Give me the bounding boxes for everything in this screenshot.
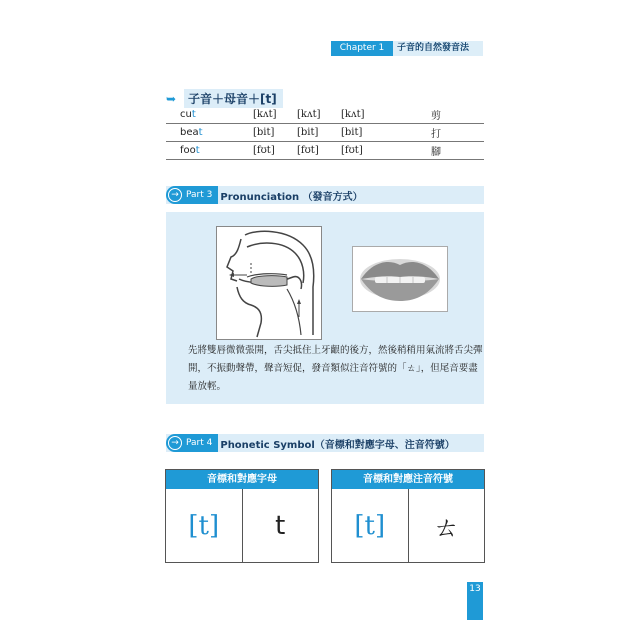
part4-title: Phonetic Symbol（音標和對應字母、注音符號） (220, 439, 455, 451)
ipa-cell: [fʊt] (297, 142, 341, 160)
lips-photo (352, 246, 448, 312)
section-title-text: 子音＋母音＋[t] (184, 89, 283, 108)
mouth-diagram (216, 226, 322, 340)
pronunciation-panel (166, 212, 484, 404)
page-number: 13 (467, 582, 483, 620)
word-cell: cut (166, 106, 253, 124)
part3-header (166, 186, 484, 204)
symbol-table-header: 音標和對應注音符號 (332, 470, 484, 489)
zhuyin-value: ㄊ (408, 489, 485, 562)
letter-value: t (242, 489, 319, 562)
word-cell: beat (166, 124, 253, 142)
ipa-cell: [bit] (341, 124, 429, 142)
meaning-cell: 腳 (429, 142, 484, 160)
part4-header (166, 434, 484, 452)
meaning-cell: 打 (429, 124, 484, 142)
ipa-cell: [kʌt] (253, 106, 297, 124)
ipa-cell: [bit] (297, 124, 341, 142)
chapter-number: Chapter 1 (331, 41, 393, 56)
chapter-header (331, 41, 483, 56)
word-cell: foot (166, 142, 253, 160)
ipa-cell: [kʌt] (341, 106, 429, 124)
phonetic-symbol: [t] (188, 510, 220, 541)
table-row (166, 142, 484, 160)
pronunciation-text: 先將雙唇微微張開，舌尖抵住上牙齦的後方，然後稍稍用氣流將舌尖彈開，不振動聲帶，聲音短促，發音類似注音符號的「ㄊ」，但尾音要盡量放輕。 (188, 345, 483, 392)
phonetic-symbol: [t] (354, 510, 386, 541)
meaning-cell: 剪 (429, 106, 484, 124)
arrow-circle-icon: → (168, 188, 182, 202)
symbol-table-header: 音標和對應字母 (166, 470, 318, 489)
ipa-cell: [fʊt] (253, 142, 297, 160)
ipa-cell: [fʊt] (341, 142, 429, 160)
part3-title: Pronunciation （發音方式） (220, 191, 363, 203)
arrow-circle-icon: → (168, 436, 182, 450)
symbol-table-letter (165, 469, 319, 563)
arrow-icon: ➥ (166, 91, 177, 106)
word-table (166, 106, 484, 160)
ipa-cell: [kʌt] (297, 106, 341, 124)
symbol-table-zhuyin (331, 469, 485, 563)
table-row (166, 106, 484, 124)
part3-tag: → Part 3 (166, 186, 218, 204)
table-row (166, 124, 484, 142)
part4-tag: → Part 4 (166, 434, 218, 452)
chapter-title: 子音的自然發音法 (393, 41, 483, 56)
ipa-cell: [bit] (253, 124, 297, 142)
